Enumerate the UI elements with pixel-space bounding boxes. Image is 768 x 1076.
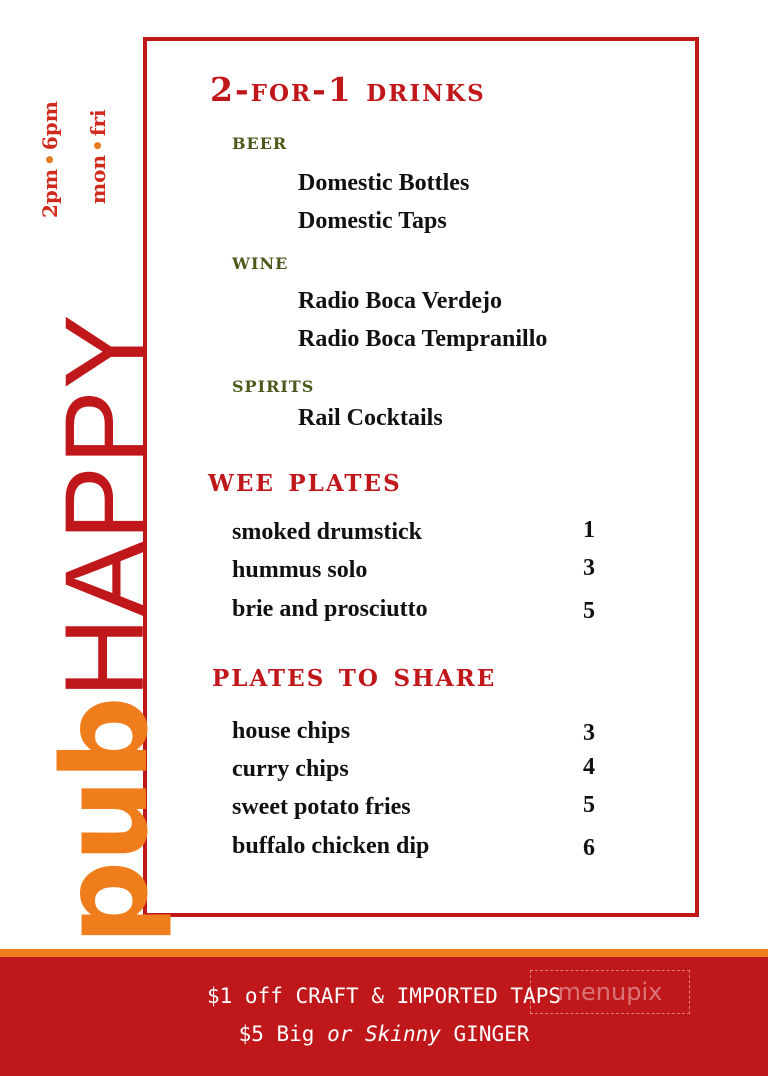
- hours-text: 2pm•6pm: [38, 101, 62, 218]
- menu-row: [232, 519, 600, 549]
- drink-item: Radio Boca Tempranillo: [298, 326, 548, 352]
- item-price: 4: [583, 754, 595, 780]
- days-text: mon•fri: [86, 109, 110, 204]
- wine-label: wine: [232, 248, 289, 275]
- drinks-heading: 2-for-1 drinks: [210, 70, 486, 109]
- menu-row: [232, 756, 600, 786]
- wee-plates-heading: wee plates: [208, 460, 402, 499]
- menu-row: [232, 833, 600, 863]
- watermark-logo: menupix: [530, 970, 690, 1014]
- menu-row: [232, 794, 600, 824]
- drink-item: Radio Boca Verdejo: [298, 288, 502, 314]
- item-name: smoked drumstick: [232, 519, 423, 545]
- drink-item: Domestic Taps: [298, 208, 447, 234]
- item-price: 6: [583, 835, 595, 861]
- item-price: 3: [583, 555, 595, 581]
- drink-item: Domestic Bottles: [298, 170, 470, 196]
- drink-item: Rail Cocktails: [298, 405, 443, 431]
- item-price: 3: [583, 720, 595, 746]
- menu-row: [232, 596, 600, 626]
- spirits-label: spirits: [232, 371, 315, 398]
- item-name: curry chips: [232, 756, 349, 782]
- item-name: hummus solo: [232, 557, 368, 583]
- item-name: sweet potato fries: [232, 794, 411, 820]
- promo-line-1: $1 off CRAFT & IMPORTED TAPS: [206, 984, 561, 1008]
- menu-row: [232, 557, 600, 587]
- item-name: brie and prosciutto: [232, 596, 428, 622]
- item-price: 5: [583, 598, 595, 624]
- item-price: 5: [583, 792, 595, 818]
- menu-row: [232, 718, 600, 748]
- footer-accent-stripe: [0, 949, 768, 957]
- plates-to-share-heading: plates to share: [212, 655, 497, 694]
- item-name: buffalo chicken dip: [232, 833, 430, 859]
- logo-pub-text: pub: [36, 698, 174, 945]
- item-price: 1: [583, 517, 595, 543]
- logo-happy-text: HAPPY: [42, 313, 167, 699]
- schedule: [8, 92, 148, 232]
- item-name: house chips: [232, 718, 351, 744]
- promo-line-2: $5 Big or Skinny GINGER: [238, 1022, 530, 1046]
- pub-happy-logo: [36, 285, 174, 945]
- beer-label: beer: [232, 128, 288, 155]
